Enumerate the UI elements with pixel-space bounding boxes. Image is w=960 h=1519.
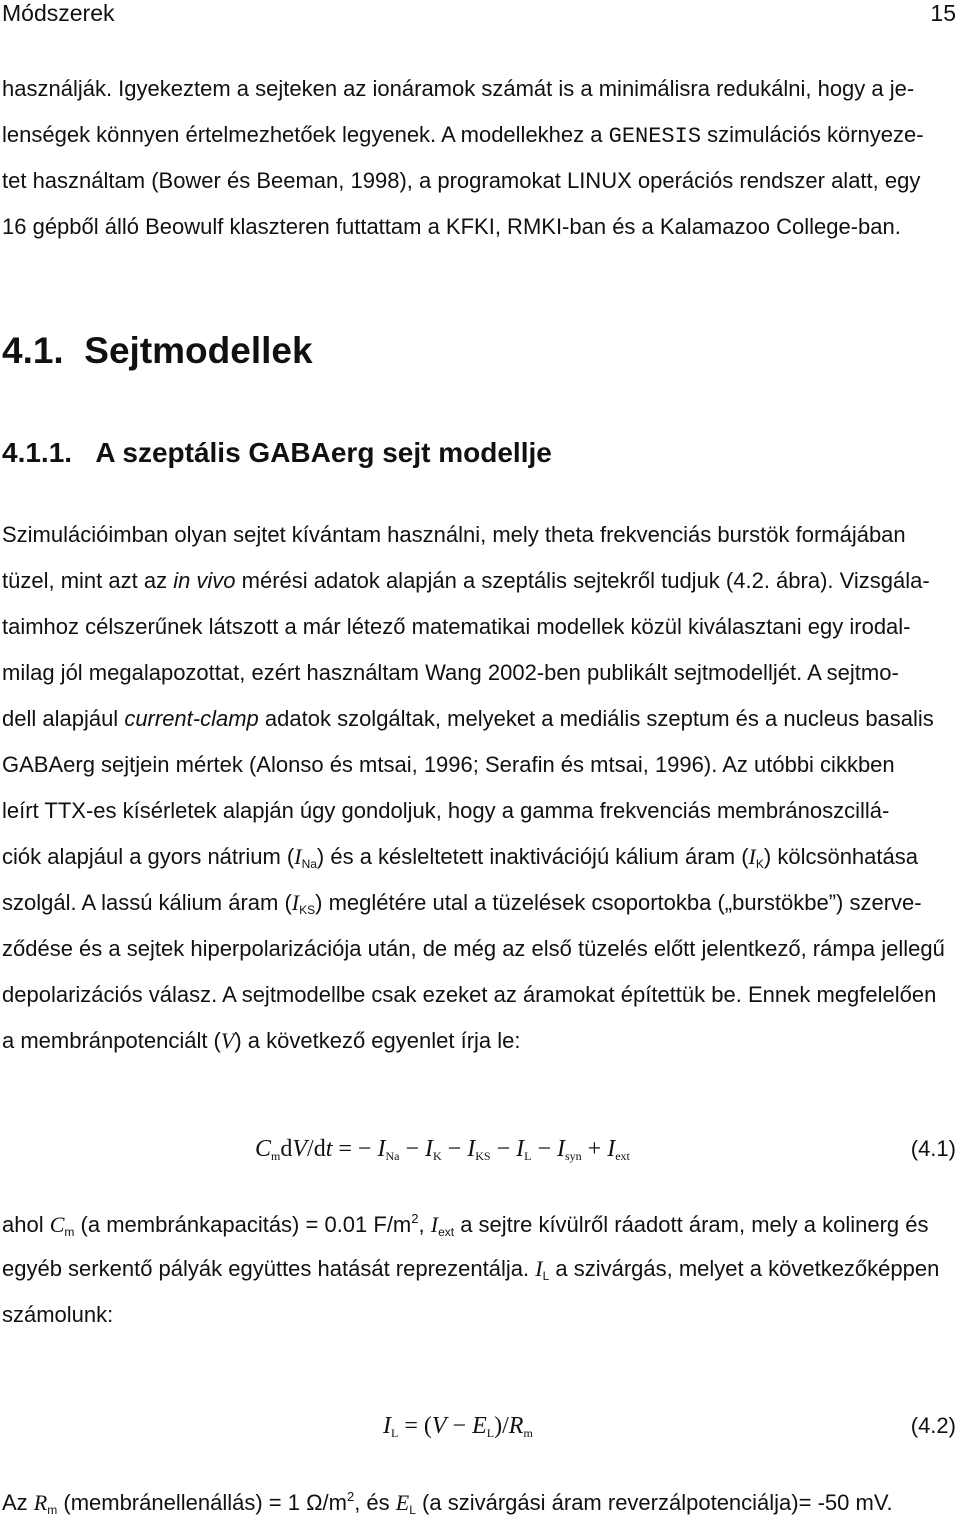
paragraph-2-line-3: taimhoz célszerűnek látszott a már létező matematikai modellek közül kiválasztani egy irodal- (2, 614, 911, 639)
paragraph-1-line-2: lenségek könnyen értelmezhetőek legyenek. A modellekhez a GENESIS szimulációs környeze- (2, 122, 924, 149)
equation-number-4-1: (4.1) (910, 1136, 956, 1161)
equation-4-1: $C_mdV/dt$ = − $I_{Na} - I_K - I_{KS} - I_L - I_{syn} + I_{ext}$ (255, 1136, 630, 1163)
paragraph-2-line-11: depolarizációs válasz. A sejtmodellbe csak ezeket az áramokat építettük be. Ennek megfelelően (2, 982, 937, 1007)
paragraph-2-line-6: GABAerg sejtjein mértek (Alonso és mtsai, 1996; Serafin és mtsai, 1996). Az utóbbi cikkben (2, 752, 895, 777)
paragraph-2-line-1: Szimulációimban olyan sejtet kívántam használni, mely theta frekvenciás burstök formájában (2, 522, 906, 547)
section-heading: 4.1. Sejtmodellek (2, 330, 313, 371)
genesis-code: GENESIS (608, 124, 702, 149)
paragraph-1-line-1: használják. Igyekeztem a sejteken az ionáramok számát is a minimálisra redukálni, hogy a je- (2, 76, 915, 101)
paragraph-2-line-2: tüzel, mint azt az in vivo mérési adatok alapján a szeptális sejtekről tudjuk (4.2. ábra). Vizsgála- (2, 568, 930, 593)
paragraph-2-line-4: milag jól megalapozottat, ezért használtam Wang 2002-ben publikált sejtmodelljét. A sejtmo- (2, 660, 899, 685)
paragraph-4-line-1: Az $R_m$ (membránellenállás) = 1 $\Omega/m^2$, és $E_L$ (a szivárgási áram reverzálpotenciálja)= -50 mV. (2, 1489, 893, 1517)
paragraph-3-line-3: számolunk: (2, 1302, 114, 1327)
paragraph-2-line-9: szolgál. A lassú kálium áram $(I_{KS})$ meglétére utal a tüzelések csoportokba („burstökbe”) szerve- (2, 890, 922, 917)
equation-number-4-2: (4.2) (910, 1413, 956, 1438)
paragraph-3-line-2: egyéb serkentő pályák együttes hatását reprezentálja. $I_L$ a szivárgás, melyet a következőképpen (2, 1256, 940, 1283)
paragraph-1-line-4: 16 gépből álló Beowulf klaszteren futtattam a KFKI, RMKI-ban és a Kalamazoo College-ban. (2, 214, 901, 239)
subsection-heading: 4.1.1. A szeptális GABAerg sejt modellje (2, 437, 552, 468)
paragraph-2-line-8: ciók alapjául a gyors nátrium $(I_{Na})$ és a késleltetett inaktivációjú kálium áram $(I_K)$ kölcsönhatása (2, 844, 918, 871)
paragraph-1-line-3: tet használtam (Bower és Beeman, 1998), a programokat LINUX operációs rendszer alatt, egy (2, 168, 921, 193)
running-header-title: Módszerek (2, 0, 115, 26)
paragraph-2-line-7: leírt TTX-es kísérletek alapján úgy gondoljuk, hogy a gamma frekvenciás membránoszcillá- (2, 798, 890, 823)
paragraph-2-line-10: ződése és a sejtek hiperpolarizációja után, de még az első tüzelés előtt jelentkező, rámpa jellegű (2, 936, 945, 961)
paragraph-2-line-5: dell alapjául current-clamp adatok szolgáltak, melyeket a mediális szeptum és a nucleus basalis (2, 706, 934, 731)
paragraph-2-line-12: a membránpotenciált (V) a következő egyenlet írja le: (2, 1028, 521, 1053)
paragraph-3-line-1: ahol $C_m$ (a membránkapacitás) = 0.01 $F/m^2$, $I_{ext}$ a sejtre kívülről ráadott áram, mely a kolinerg és (2, 1211, 929, 1239)
equation-4-2: $I_L = (V - E_L)/R_m$ (383, 1413, 533, 1440)
page-number: 15 (930, 0, 956, 26)
